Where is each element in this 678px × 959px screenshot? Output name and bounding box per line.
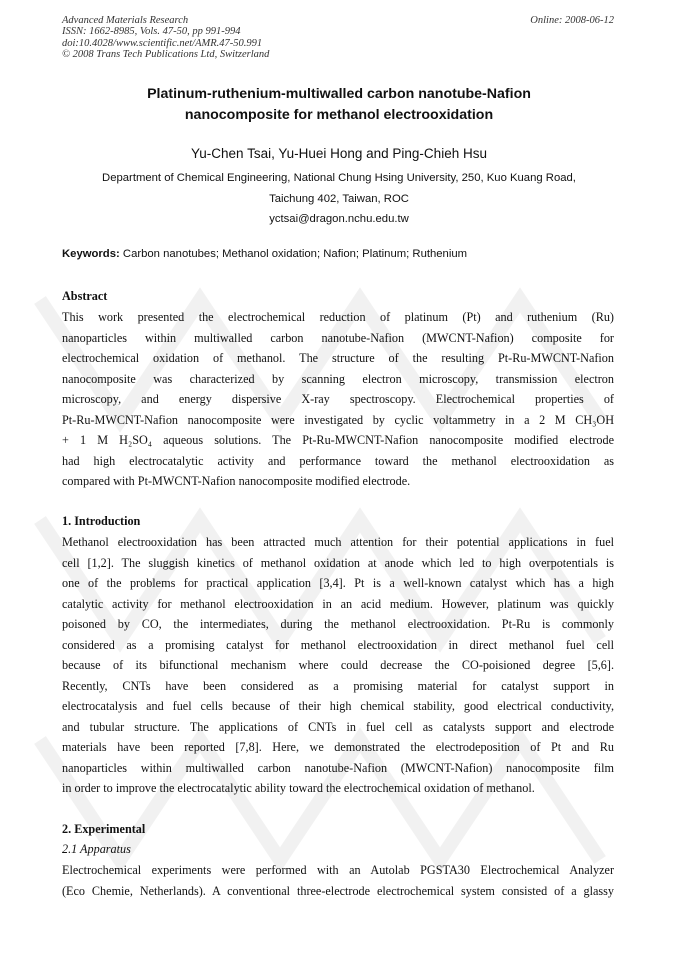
text-line: and tubular structure. The applications of CNTs in fuel cell as catalysts support and electrode [62, 719, 614, 734]
text-line: Pt-Ru-MWCNT-Nafion nanocomposite were investigated by cyclic voltammetry in a 2 M CH₃OH [62, 412, 614, 427]
text-line: Recently, CNTs have been considered as a promising material for catalyst support in [62, 678, 614, 693]
authors: Yu-Chen Tsai, Yu-Huei Hong and Ping-Chieh Hsu [191, 146, 487, 161]
abstract-body [62, 307, 614, 492]
text-line: because of its bifunctional mechanism where could decrease the CO-poisioned degree [5,6]. [62, 658, 614, 672]
text-line: + 1 M H₂SO₄ aqueous solutions. The Pt-Ru-MWCNT-Nafion nanocomposite modified electrode [62, 433, 614, 447]
journal-info [62, 15, 269, 61]
text-line: This work presented the electrochemical reduction of platinum (Pt) and ruthenium (Ru) [62, 310, 614, 324]
title-line: nanocomposite for methanol electrooxidation [184, 107, 494, 123]
experimental-heading: 2. Experimental [62, 822, 146, 836]
text-line: considered as a promising catalyst for methanol electrooxidation in direct methanol fuel cell [62, 637, 614, 652]
text-line: nanoparticles within multiwalled carbon nanotube-Nafion (MWCNT-Nafion) composite for [62, 330, 614, 345]
paper-title [62, 84, 616, 126]
text-line: in order to improve the electrocatalytic ability toward the electrochemical oxidation of methanol. [62, 781, 535, 795]
keywords-text: Carbon nanotubes; Methanol oxidation; Nafion; Platinum; Ruthenium [119, 248, 468, 260]
text-line: catalytic activity for methanol electrooxidation in an acid medium. However, platinum was quickly [62, 596, 614, 611]
journal-issn: ISSN: 1662-8985, Vols. 47-50, pp 991-994 [62, 26, 241, 38]
journal-name: Advanced Materials Research [62, 15, 189, 26]
journal-doi: doi:10.4028/www.scientific.net/AMR.47-50.991 [62, 37, 263, 49]
introduction-heading: 1. Introduction [62, 514, 141, 528]
online-date: Online: 2008-06-12 [530, 15, 614, 26]
experimental-body [62, 860, 614, 901]
affiliation [62, 168, 616, 230]
affiliation-line: Department of Chemical Engineering, National Chung Hsing University, 250, Kuo Kuang Road, [102, 172, 576, 184]
abstract-heading: Abstract [62, 289, 108, 303]
title-line: Platinum-ruthenium-multiwalled carbon nanotube-Nafion [147, 86, 531, 102]
text-line: one of the problems for practical application [3,4]. Pt is a well-known catalyst which has a high [62, 576, 614, 590]
text-line: nanoparticles within multiwalled carbon nanotube-Nafion (MWCNT-Nafion) nanocomposite film [62, 760, 614, 775]
apparatus-subheading: 2.1 Apparatus [62, 842, 131, 856]
author-email: yctsai@dragon.nchu.edu.tw [269, 213, 409, 225]
text-line: microscopy, and energy dispersive X-ray spectroscopy. Electrochemical properties of [62, 392, 614, 406]
text-line: had high electrocatalytic activity and performance toward the methanol electrooxidation as [62, 453, 614, 468]
text-line: Electrochemical experiments were performed with an Autolab PGSTA30 Electrochemical Analyzer [62, 863, 614, 877]
text-line: (Eco Chemie, Netherlands). A conventional three-electrode electrochemical system consisted of a glassy [62, 883, 614, 898]
keywords-label: Keywords: [62, 248, 120, 260]
text-line: electrochemical oxidation of methanol. The structure of the resulting Pt-Ru-MWCNT-Nafion [62, 351, 614, 365]
text-line: Methanol electrooxidation has been attracted much attention for their potential applications in fuel [62, 535, 614, 549]
affiliation-line: Taichung 402, Taiwan, ROC [269, 192, 409, 205]
keywords [62, 248, 616, 260]
introduction-body [62, 532, 614, 799]
text-line: cell [1,2]. The sluggish kinetics of methanol oxidation at anode which led to high overpotentials is [62, 555, 614, 570]
text-line: compared with Pt-MWCNT-Nafion nanocomposite modified electrode. [62, 474, 411, 488]
text-line: poisoned by CO, the intermediates, during the methanol electrooxidation. Pt-Ru is commonly [62, 617, 614, 631]
text-line: materials have been reported [7,8]. Here, we demonstrated the electrodeposition of Pt and Ru [62, 740, 614, 754]
text-line: electrocatalysis and fuel cells because of their high chemical stability, good electrical conductivity, [62, 699, 614, 713]
journal-copyright: © 2008 Trans Tech Publications Ltd, Switzerland [62, 49, 270, 61]
text-line: nanocomposite was characterized by scanning electron microscopy, transmission electron [62, 371, 614, 386]
